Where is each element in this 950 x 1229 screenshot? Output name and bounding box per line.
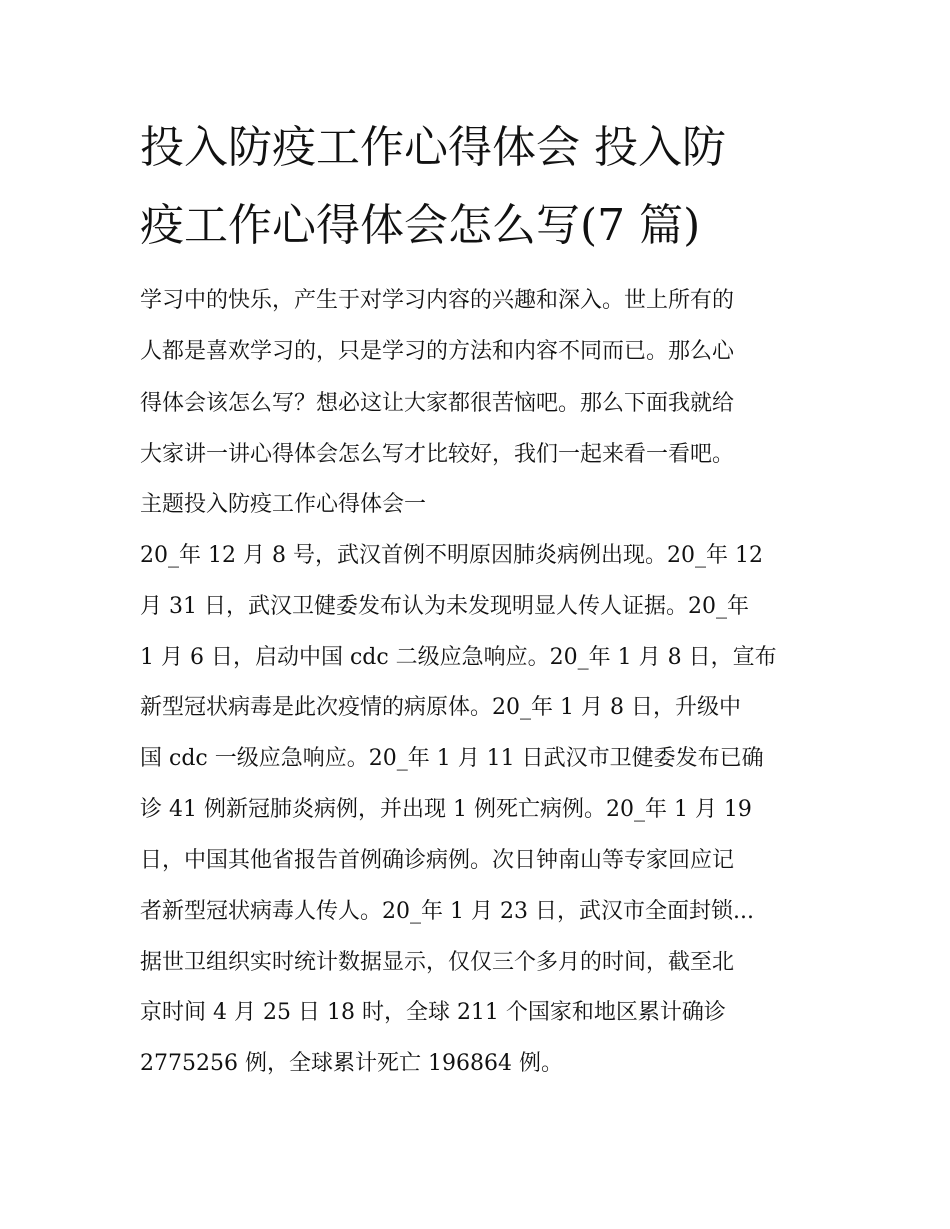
intro-line-3: 得体会该怎么写？想必这让大家都很苦恼吧。那么下面我就给 — [140, 391, 735, 416]
intro-line-2: 人都是喜欢学习的，只是学习的方法和内容不同而已。那么心 — [140, 339, 735, 364]
section-heading: 主题投入防疫工作心得体会一 — [140, 492, 427, 517]
body-line-15: 京时间 4 月 25 日 18 时，全球 211 个国家和地区累计确诊 — [140, 1000, 726, 1025]
body-line-14: 据世卫组织实时统计数据显示，仅仅三个多月的时间，截至北 — [140, 950, 735, 975]
body-line-10: 国 cdc 一级应急响应。20_年 1 月 11 日武汉市卫健委发布已确 — [140, 746, 764, 771]
body-line-11: 诊 41 例新冠肺炎病例，并出现 1 例死亡病例。20_年 1 月 19 — [140, 797, 752, 822]
body-line-7: 月 31 日，武汉卫健委发布认为未发现明显人传人证据。20_年 — [140, 594, 749, 619]
body-line-16: 2775256 例，全球累计死亡 196864 例。 — [140, 1051, 563, 1076]
body-line-13: 者新型冠状病毒人传人。20_年 1 月 23 日，武汉市全面封锁... — [140, 899, 754, 924]
intro-line-4: 大家讲一讲心得体会怎么写才比较好，我们一起来看一看吧。 — [140, 442, 735, 467]
title-line-1: 投入防疫工作心得体会 投入防 — [140, 122, 726, 173]
body-line-12: 日，中国其他省报告首例确诊病例。次日钟南山等专家回应记 — [140, 848, 735, 873]
body-line-8: 1 月 6 日，启动中国 cdc 二级应急响应。20_年 1 月 8 日，宣布 — [140, 645, 777, 670]
intro-line-1: 学习中的快乐，产生于对学习内容的兴趣和深入。世上所有的 — [140, 288, 735, 313]
body-line-6: 20_年 12 月 8 号，武汉首例不明原因肺炎病例出现。20_年 12 — [140, 543, 763, 568]
body-line-9: 新型冠状病毒是此次疫情的病原体。20_年 1 月 8 日，升级中 — [140, 695, 741, 720]
title-line-2: 疫工作心得体会怎么写(7 篇) — [140, 200, 701, 251]
